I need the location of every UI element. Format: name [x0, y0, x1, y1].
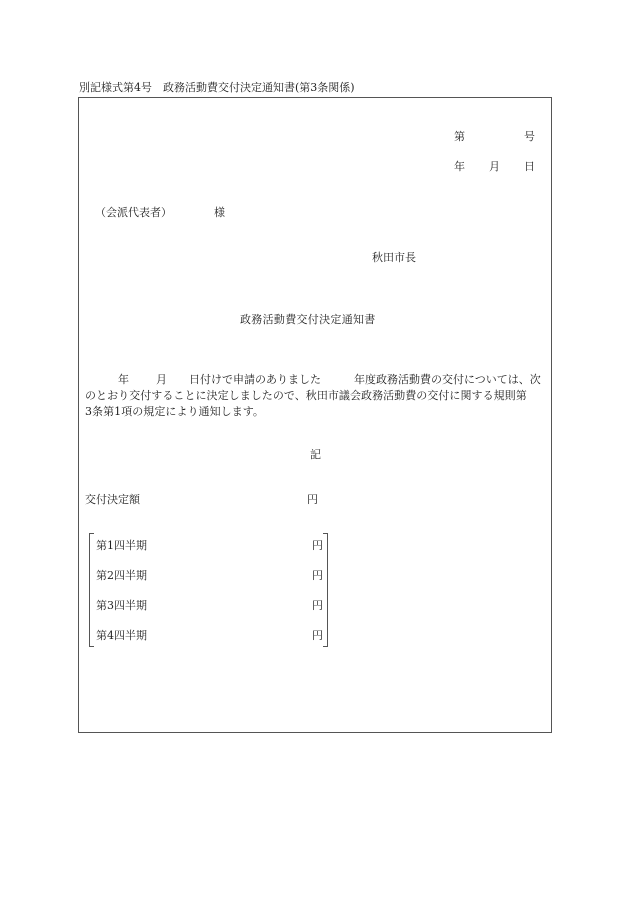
bracket-right: [323, 533, 328, 647]
number-suffix: 号: [524, 130, 535, 143]
date-year: 年: [454, 160, 465, 173]
quarter-2-label: 第2四半期: [96, 569, 147, 582]
addressee-honorific: 様: [214, 206, 225, 219]
quarter-4-yen: 円: [312, 629, 323, 642]
quarter-1-yen: 円: [312, 539, 323, 552]
body-year: 年: [118, 373, 129, 386]
document-title: 政務活動費交付決定通知書: [240, 313, 376, 326]
amount-label: 交付決定額: [85, 493, 140, 506]
date-month: 月: [489, 160, 500, 173]
quarter-3-yen: 円: [312, 599, 323, 612]
body-text-part2: 年度政務活動費の交付については、次: [354, 373, 541, 386]
quarter-1-label: 第1四半期: [96, 539, 147, 552]
quarter-2-yen: 円: [312, 569, 323, 582]
body-text-line3: 3条第1項の規定により通知します。: [85, 405, 264, 418]
number-prefix: 第: [454, 130, 465, 143]
body-text-part1: 日付けで申請のありました: [189, 373, 321, 386]
ki-heading: 記: [310, 448, 321, 461]
body-text-line2: のとおり交付することに決定しましたので、秋田市議会政務活動費の交付に関する規則第: [85, 389, 527, 402]
form-label: 別記様式第4号 政務活動費交付決定通知書(第3条関係): [79, 81, 355, 94]
amount-yen: 円: [307, 493, 318, 506]
sender: 秋田市長: [372, 251, 416, 264]
quarter-4-label: 第4四半期: [96, 629, 147, 642]
addressee-label: （会派代表者）: [95, 206, 172, 219]
date-day: 日: [524, 160, 535, 173]
body-month: 月: [156, 373, 167, 386]
quarter-3-label: 第3四半期: [96, 599, 147, 612]
bracket-left: [89, 533, 94, 647]
